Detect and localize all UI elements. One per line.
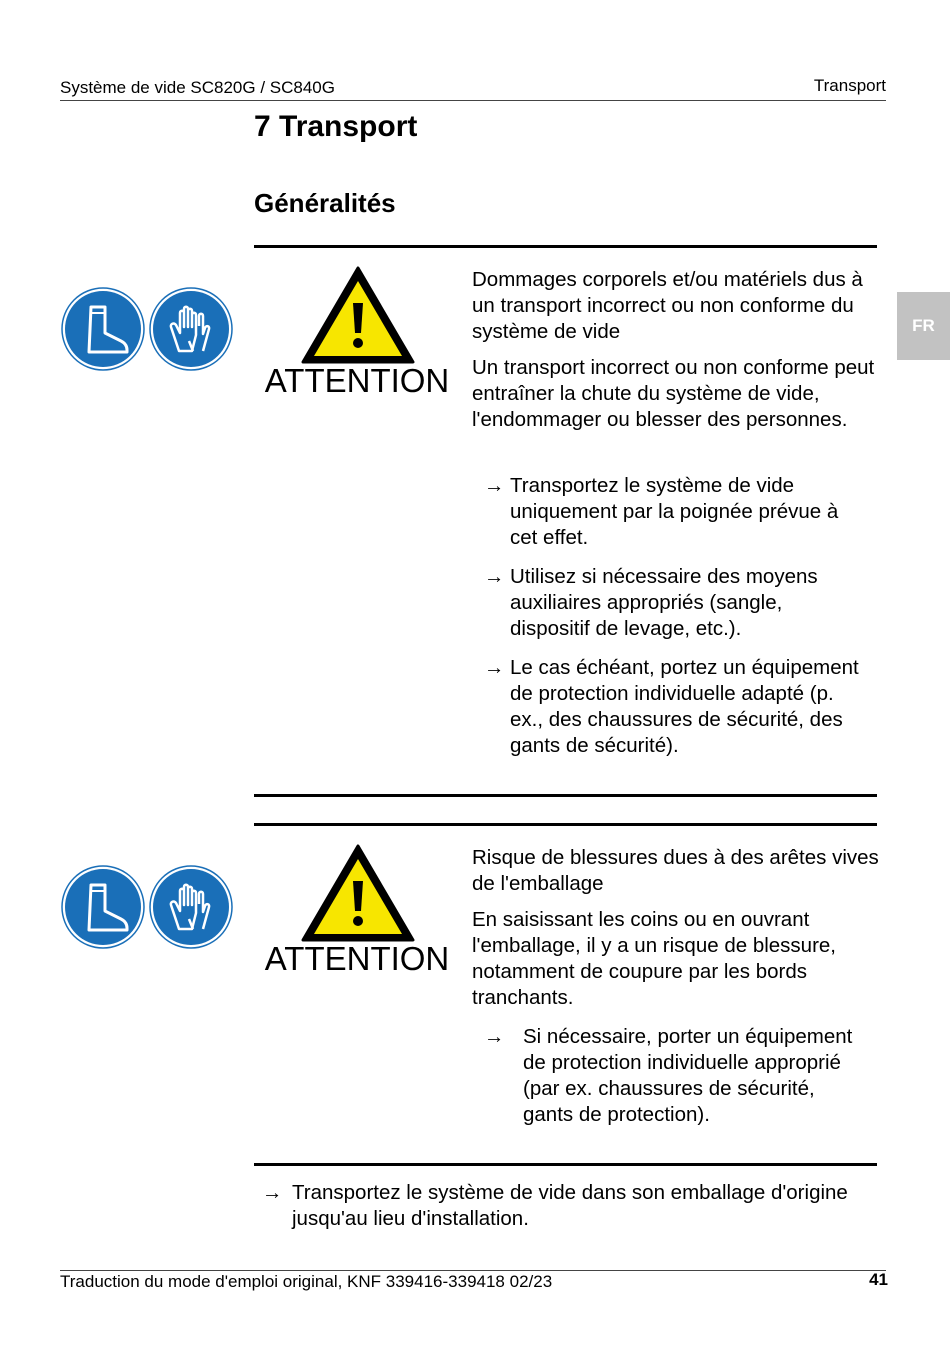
- action-item: [484, 1024, 864, 1128]
- section-title: Généralités: [254, 188, 396, 218]
- chapter-title: 7 Transport: [254, 110, 418, 143]
- language-tab: FR: [897, 292, 950, 360]
- warning-description: Un transport incorrect ou non conforme peut entraîner la chute du système de vide, l'endommager ou blesser des personnes.: [472, 356, 875, 431]
- safety-boots-icon: [61, 865, 145, 949]
- arrow-icon: →: [262, 1181, 283, 1204]
- action-item: [484, 655, 864, 759]
- action-text: Le cas échéant, portez un équipement de protection individuelle adapté (p. ex., des chaussures de sécurité, des gants de sécurité).: [510, 656, 859, 757]
- safety-gloves-icon: [149, 865, 233, 949]
- action-text: Utilisez si nécessaire des moyens auxiliaires appropriés (sangle, dispositif de levage, etc.).: [510, 565, 818, 640]
- signal-word: ATTENTION: [264, 362, 450, 399]
- header-section-name: Transport: [813, 76, 886, 95]
- warning-triangle-icon: [300, 265, 416, 365]
- header-document-title: Système de vide SC820G / SC840G: [60, 78, 335, 97]
- warning-triangle-icon: [300, 843, 416, 943]
- warning-title: Risque de blessures dues à des arêtes vives de l'emballage: [472, 846, 879, 895]
- action-item: [484, 473, 864, 551]
- warning-bottom-rule: [254, 1163, 877, 1166]
- action-item: [484, 564, 864, 642]
- arrow-icon: →: [484, 565, 505, 588]
- action-text: Transportez le système de vide uniquement par la poignée prévue à cet effet.: [510, 474, 839, 549]
- page-number: 41: [869, 1270, 888, 1289]
- action-text: Si nécessaire, porter un équipement de protection individuelle approprié (par ex. chaussures de sécurité, gants de protection).: [523, 1025, 853, 1126]
- footer-document-reference: Traduction du mode d'emploi original, KNF 339416-339418 02/23: [60, 1272, 553, 1291]
- arrow-icon: →: [484, 1025, 505, 1048]
- final-instruction: [262, 1180, 882, 1232]
- warning-text-block: [472, 267, 882, 443]
- warning-title: Dommages corporels et/ou matériels dus à un transport incorrect ou non conforme du système de vide: [472, 268, 863, 343]
- warning-text-block: [472, 845, 882, 1021]
- footer-divider: [60, 1270, 886, 1271]
- warning-top-rule: [254, 823, 877, 826]
- arrow-icon: →: [484, 474, 505, 497]
- final-instruction-text: Transportez le système de vide dans son emballage d'origine jusqu'au lieu d'installation.: [292, 1181, 848, 1230]
- warning-bottom-rule: [254, 794, 877, 797]
- signal-word: ATTENTION: [264, 940, 450, 977]
- warning-top-rule: [254, 245, 877, 248]
- warning-description: En saisissant les coins ou en ouvrant l'emballage, il y a un risque de blessure, notamment de coupure par les bords tranchants.: [472, 908, 837, 1009]
- header-divider: [60, 100, 886, 101]
- safety-gloves-icon: [149, 287, 233, 371]
- arrow-icon: →: [484, 656, 505, 679]
- safety-boots-icon: [61, 287, 145, 371]
